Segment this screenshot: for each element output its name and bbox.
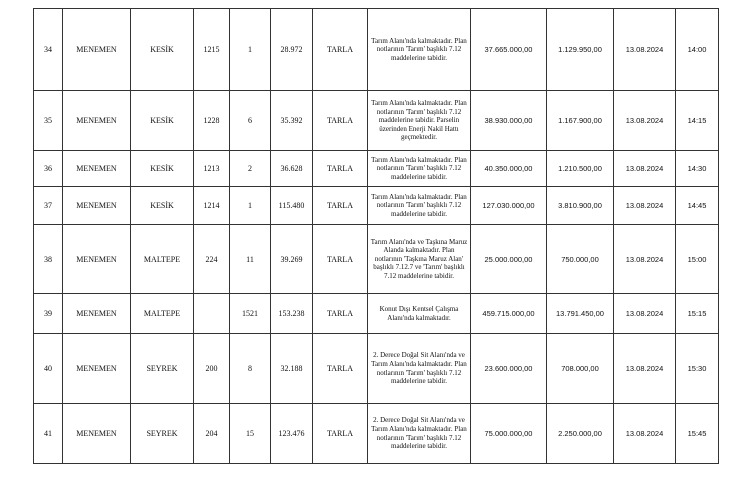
parcel-auction-table [33, 8, 719, 464]
cell-ilce: MENEMEN [63, 225, 131, 294]
cell-sira: 35 [34, 91, 63, 151]
cell-parsel: 1521 [230, 294, 271, 334]
table-row [34, 187, 719, 225]
cell-ilce: MENEMEN [63, 91, 131, 151]
cell-saat: 15:30 [676, 334, 719, 404]
cell-mahalle: SEYREK [131, 334, 194, 404]
cell-sira: 41 [34, 404, 63, 464]
cell-mahalle: MALTEPE [131, 294, 194, 334]
cell-bedel: 127.030.000,00 [471, 187, 547, 225]
cell-tarih: 13.08.2024 [614, 334, 676, 404]
cell-alan: 115.480 [271, 187, 313, 225]
cell-bedel: 40.350.000,00 [471, 151, 547, 187]
cell-saat: 14:00 [676, 9, 719, 91]
cell-sira: 37 [34, 187, 63, 225]
cell-alan: 123.476 [271, 404, 313, 464]
cell-ilce: MENEMEN [63, 187, 131, 225]
cell-teminat: 13.791.450,00 [547, 294, 614, 334]
cell-parsel: 1 [230, 9, 271, 91]
table-row [34, 151, 719, 187]
cell-ada: 1213 [194, 151, 230, 187]
cell-nitelik: TARLA [313, 91, 368, 151]
table-row [34, 225, 719, 294]
cell-parsel: 8 [230, 334, 271, 404]
cell-sira: 34 [34, 9, 63, 91]
cell-ada: 200 [194, 334, 230, 404]
cell-aciklama: Tarım Alanı'nda kalmaktadır. Plan notlarının 'Tarım' başlıklı 7.12 maddelerine tabidir. Parselin üzerinden Enerji Nakil Hattı geçmektedir. [368, 91, 471, 151]
cell-mahalle: KESİK [131, 91, 194, 151]
cell-teminat: 750.000,00 [547, 225, 614, 294]
cell-alan: 39.269 [271, 225, 313, 294]
cell-ilce: MENEMEN [63, 404, 131, 464]
cell-teminat: 1.129.950,00 [547, 9, 614, 91]
cell-alan: 153.238 [271, 294, 313, 334]
cell-mahalle: SEYREK [131, 404, 194, 464]
cell-nitelik: TARLA [313, 334, 368, 404]
cell-sira: 39 [34, 294, 63, 334]
cell-parsel: 11 [230, 225, 271, 294]
cell-ilce: MENEMEN [63, 294, 131, 334]
cell-ada: 1214 [194, 187, 230, 225]
cell-aciklama: Tarım Alanı'nda kalmaktadır. Plan notlarının 'Tarım' başlıklı 7.12 maddelerine tabidir. [368, 151, 471, 187]
cell-nitelik: TARLA [313, 225, 368, 294]
cell-mahalle: KESİK [131, 151, 194, 187]
cell-nitelik: TARLA [313, 151, 368, 187]
cell-teminat: 708.000,00 [547, 334, 614, 404]
cell-tarih: 13.08.2024 [614, 225, 676, 294]
cell-saat: 14:15 [676, 91, 719, 151]
cell-aciklama: Tarım Alanı'nda ve Taşkına Maruz Alanda kalmaktadır. Plan notlarının 'Taşkına Maruz Alan' başlıklı 7.12.7 ve 'Tarım' başlıklı 7.12 maddelerine tabidir. [368, 225, 471, 294]
table-row [34, 404, 719, 464]
cell-saat: 14:45 [676, 187, 719, 225]
cell-bedel: 25.000.000,00 [471, 225, 547, 294]
cell-parsel: 15 [230, 404, 271, 464]
cell-tarih: 13.08.2024 [614, 91, 676, 151]
cell-aciklama: 2. Derece Doğal Sit Alanı'nda ve Tarım Alanı'nda kalmaktadır. Plan notlarının 'Tarım' başlıklı 7.12 maddelerine tabidir. [368, 404, 471, 464]
cell-alan: 32.188 [271, 334, 313, 404]
cell-teminat: 3.810.900,00 [547, 187, 614, 225]
table-row [34, 91, 719, 151]
cell-bedel: 38.930.000,00 [471, 91, 547, 151]
cell-sira: 40 [34, 334, 63, 404]
cell-nitelik: TARLA [313, 9, 368, 91]
cell-ilce: MENEMEN [63, 151, 131, 187]
cell-aciklama: 2. Derece Doğal Sit Alanı'nda ve Tarım Alanı'nda kalmaktadır. Plan notlarının 'Tarım' başlıklı 7.12 maddelerine tabidir. [368, 334, 471, 404]
cell-bedel: 459.715.000,00 [471, 294, 547, 334]
cell-ada [194, 294, 230, 334]
cell-mahalle: KESİK [131, 187, 194, 225]
cell-mahalle: MALTEPE [131, 225, 194, 294]
cell-saat: 14:30 [676, 151, 719, 187]
cell-parsel: 2 [230, 151, 271, 187]
cell-aciklama: Tarım Alanı'nda kalmaktadır. Plan notlarının 'Tarım' başlıklı 7.12 maddelerine tabidir. [368, 187, 471, 225]
cell-saat: 15:45 [676, 404, 719, 464]
cell-tarih: 13.08.2024 [614, 404, 676, 464]
cell-tarih: 13.08.2024 [614, 151, 676, 187]
cell-saat: 15:15 [676, 294, 719, 334]
cell-ilce: MENEMEN [63, 334, 131, 404]
cell-teminat: 2.250.000,00 [547, 404, 614, 464]
cell-aciklama: Tarım Alanı'nda kalmaktadır. Plan notlarının 'Tarım' başlıklı 7.12 maddelerine tabidir. [368, 9, 471, 91]
cell-nitelik: TARLA [313, 187, 368, 225]
table-row [34, 294, 719, 334]
cell-ilce: MENEMEN [63, 9, 131, 91]
cell-sira: 38 [34, 225, 63, 294]
cell-aciklama: Konut Dışı Kentsel Çalışma Alanı'nda kalmaktadır. [368, 294, 471, 334]
cell-ada: 224 [194, 225, 230, 294]
cell-ada: 204 [194, 404, 230, 464]
cell-alan: 36.628 [271, 151, 313, 187]
cell-teminat: 1.167.900,00 [547, 91, 614, 151]
cell-mahalle: KESİK [131, 9, 194, 91]
cell-sira: 36 [34, 151, 63, 187]
cell-saat: 15:00 [676, 225, 719, 294]
cell-tarih: 13.08.2024 [614, 294, 676, 334]
cell-parsel: 6 [230, 91, 271, 151]
cell-bedel: 75.000.000,00 [471, 404, 547, 464]
cell-nitelik: TARLA [313, 404, 368, 464]
cell-alan: 28.972 [271, 9, 313, 91]
cell-ada: 1215 [194, 9, 230, 91]
cell-nitelik: TARLA [313, 294, 368, 334]
cell-teminat: 1.210.500,00 [547, 151, 614, 187]
table-row [34, 9, 719, 91]
table-row [34, 334, 719, 404]
cell-bedel: 23.600.000,00 [471, 334, 547, 404]
cell-parsel: 1 [230, 187, 271, 225]
cell-ada: 1228 [194, 91, 230, 151]
cell-bedel: 37.665.000,00 [471, 9, 547, 91]
cell-tarih: 13.08.2024 [614, 187, 676, 225]
cell-tarih: 13.08.2024 [614, 9, 676, 91]
cell-alan: 35.392 [271, 91, 313, 151]
